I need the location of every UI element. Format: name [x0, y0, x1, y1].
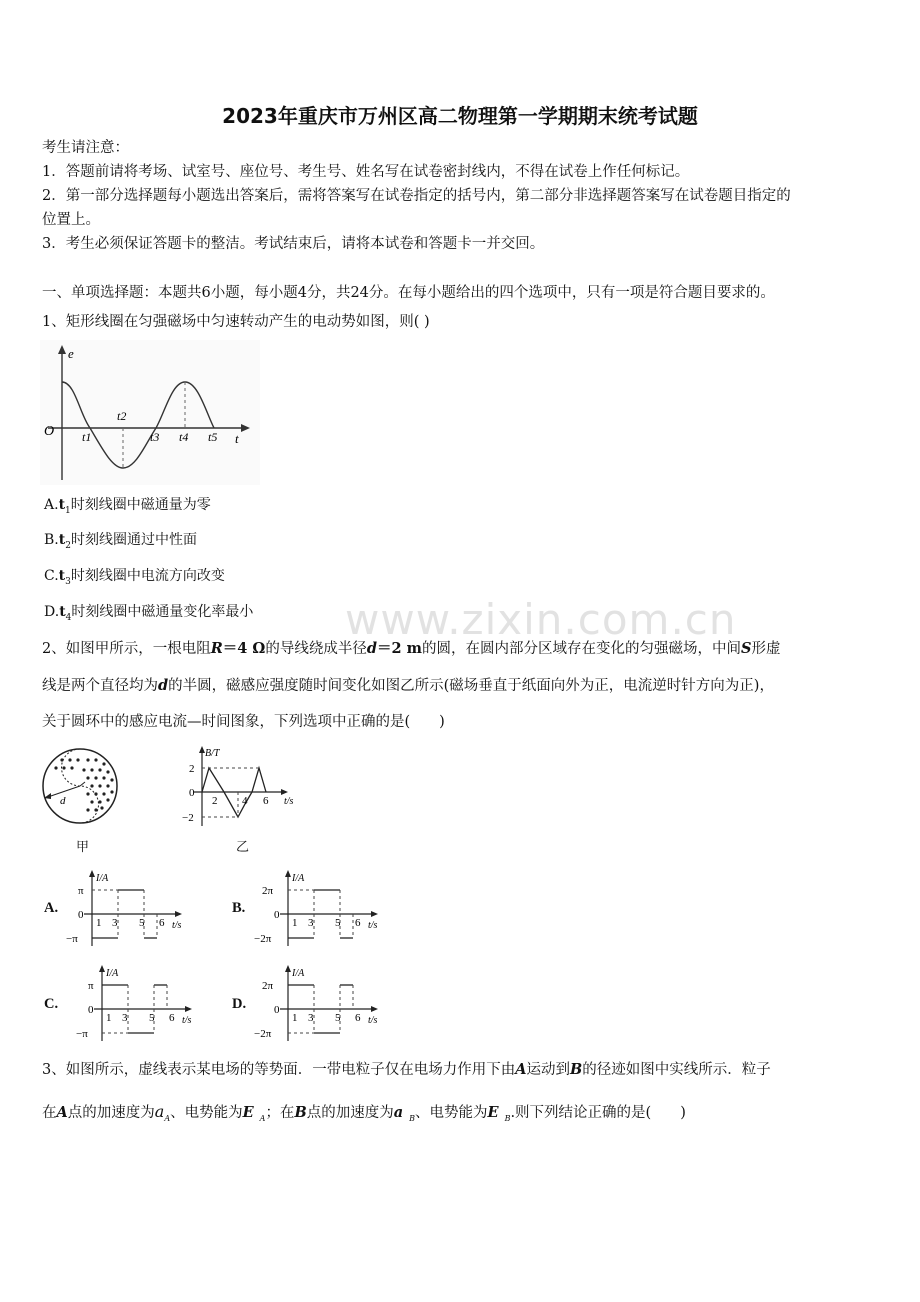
q2-choice-d-graph[interactable] — [252, 963, 387, 1043]
question-3-line-2 — [42, 1102, 686, 1123]
q2-yi-y-label: B/T — [205, 748, 220, 759]
q3-l2-f: 、电势能为 — [415, 1105, 488, 1121]
q1-option-a-text: 时刻线圈中磁通量为零 — [70, 497, 211, 513]
q1-option-b-sub: 2 — [65, 540, 71, 551]
q2-b-zero: 0 — [274, 909, 280, 921]
q1-x-label: t — [235, 431, 239, 446]
q1-option-b-text: 时刻线圈通过中性面 — [70, 532, 197, 548]
q2-l2-d: d — [158, 677, 169, 694]
q2-c-x-label: t/s — [182, 1015, 192, 1026]
q2-b-xt-5: 5 — [335, 917, 341, 929]
q1-option-c-text: 时刻线圈中电流方向改变 — [70, 568, 225, 584]
q1-tick-t2: t2 — [117, 409, 127, 423]
q3-l2-E2: E — [487, 1104, 499, 1121]
q3-l2-B: B — [294, 1104, 307, 1121]
q2-b-xt-1: 1 — [292, 917, 298, 929]
q2-jia-d: d — [60, 795, 66, 807]
q2-caption-yi: 乙 — [236, 840, 250, 855]
q3-l1-c: 的径迹如图中实线所示．粒子 — [582, 1062, 771, 1078]
q2-a-xt-1: 1 — [96, 917, 102, 929]
q1-emf-graph — [40, 340, 260, 485]
q2-a-zero: 0 — [78, 909, 84, 921]
q2-c-xt-6: 6 — [169, 1012, 175, 1024]
q1-option-d[interactable] — [44, 604, 253, 624]
question-2-line-2 — [42, 677, 774, 695]
q2-l1-g: 形虚 — [751, 641, 781, 657]
q2-l1-b: ＝4 Ω — [222, 640, 266, 657]
q1-option-a-sub: 1 — [65, 505, 71, 516]
q2-b-top: 2π — [262, 885, 274, 897]
q2-l1-e: ＝2 m — [376, 640, 422, 657]
q2-choice-c-letter[interactable]: C. — [44, 996, 59, 1012]
q1-origin-label: O — [44, 424, 55, 439]
q2-yi-ytick-2: 2 — [189, 763, 195, 775]
q2-yi-x-label: t/s — [284, 796, 294, 807]
notice-item-1: 1．答题前请将考场、试室号、座位号、考生号、姓名写在试卷密封线内，不得在试卷上作任何标记。 — [42, 164, 690, 180]
q1-option-d-letter: D. — [44, 604, 60, 620]
q2-caption-jia: 甲 — [76, 840, 90, 855]
q1-tick-t3: t3 — [150, 430, 160, 444]
q1-option-d-t: t — [59, 604, 66, 620]
q1-option-a-letter: A. — [44, 497, 59, 513]
q2-a-xt-3: 3 — [112, 917, 118, 929]
q2-yi-ytick-neg2: −2 — [182, 812, 194, 824]
q1-tick-t5: t5 — [208, 430, 218, 444]
q2-a-xt-5: 5 — [139, 917, 145, 929]
notice-heading: 考生请注意： — [42, 140, 129, 156]
notice-item-2-cont: 位置上。 — [42, 212, 100, 228]
q2-choice-b-graph[interactable] — [252, 868, 387, 948]
q3-l2-a: 在 — [42, 1105, 57, 1121]
q2-c-bottom: −π — [76, 1028, 88, 1040]
q2-d-x-label: t/s — [368, 1015, 378, 1026]
q2-c-y-label: I/A — [106, 968, 119, 979]
q2-a-y-label: I/A — [96, 873, 109, 884]
q3-l2-d: ；在 — [265, 1105, 295, 1121]
q2-b-xt-3: 3 — [308, 917, 314, 929]
q2-c-xt-5: 5 — [149, 1012, 155, 1024]
q2-choice-b-letter[interactable]: B. — [232, 900, 246, 916]
q3-l2-subA: A — [164, 1113, 171, 1123]
q3-l2-aA: a — [154, 1102, 165, 1121]
q3-l2-E: E — [242, 1104, 254, 1121]
q2-l1-a: 2、如图甲所示，一根电阻 — [42, 641, 211, 657]
q3-l2-subB: B — [409, 1113, 415, 1123]
q2-figure-yi — [172, 744, 312, 830]
q1-option-b-letter: B. — [44, 532, 59, 548]
q3-l1-B: B — [570, 1061, 583, 1078]
q2-a-xt-6: 6 — [159, 917, 165, 929]
q2-d-zero: 0 — [274, 1004, 280, 1016]
q2-b-bottom: −2π — [254, 933, 272, 945]
page-title: 2023年重庆市万州区高二物理第一学期期末统考试题 — [222, 104, 698, 128]
q1-option-a-t: t — [58, 497, 66, 513]
q1-option-c-letter: C. — [44, 568, 59, 584]
q1-option-c-t: t — [58, 568, 66, 584]
question-2-line-3: 关于圆环中的感应电流—时间图象，下列选项中正确的是( ) — [42, 714, 445, 730]
q2-b-y-label: I/A — [292, 873, 305, 884]
q2-l1-R: R — [210, 640, 223, 657]
q1-option-a[interactable] — [44, 497, 211, 517]
q2-a-top: π — [78, 885, 84, 897]
question-1-stem: 1、矩形线圈在匀强磁场中匀速转动产生的电动势如图，则( ) — [42, 314, 430, 330]
q2-b-xt-6: 6 — [355, 917, 361, 929]
q2-choice-c-graph[interactable] — [70, 963, 205, 1043]
q3-l2-c: 、电势能为 — [170, 1105, 243, 1121]
q2-a-x-label: t/s — [172, 920, 182, 931]
q2-c-zero: 0 — [88, 1004, 94, 1016]
q3-l2-aB: a — [393, 1104, 404, 1121]
q2-yi-xtick-6: 6 — [263, 795, 269, 807]
q1-option-d-text: 时刻线圈中磁通量变化率最小 — [71, 604, 254, 620]
q2-l1-S: S — [740, 640, 752, 657]
question-2-line-1 — [42, 640, 780, 658]
q2-a-bottom: −π — [66, 933, 78, 945]
notice-item-2: 2．第一部分选择题每小题选出答案后，需将答案写在试卷指定的括号内，第二部分非选择题答案写在试卷题目指定的 — [42, 188, 791, 204]
q2-choice-a-graph[interactable] — [60, 868, 190, 948]
q2-l2-b: 的半圆，磁感应强度随时间变化如图乙所示(磁场垂直于纸面向外为正，电流逆时针方向为正)， — [168, 678, 774, 694]
q3-l1-a: 3、如图所示，虚线表示某电场的等势面．一带电粒子仅在电场力作用下由 — [42, 1062, 516, 1078]
q1-option-c[interactable] — [44, 568, 225, 588]
q2-l2-a: 线是两个直径均为 — [42, 678, 158, 694]
q2-yi-ytick-0: 0 — [189, 787, 195, 799]
q3-l2-b: 点的加速度为 — [67, 1105, 155, 1121]
q2-d-top: 2π — [262, 980, 274, 992]
q2-c-xt-1: 1 — [106, 1012, 112, 1024]
q2-choice-d-letter[interactable]: D. — [232, 996, 247, 1012]
q2-c-xt-3: 3 — [122, 1012, 128, 1024]
q3-l2-g: .则下列结论正确的是( ) — [510, 1105, 686, 1121]
q2-figure-jia — [40, 746, 126, 828]
q1-y-label: e — [68, 346, 74, 361]
q2-yi-xtick-2: 2 — [212, 795, 218, 807]
q3-l2-subEA: A — [259, 1113, 266, 1123]
q1-option-d-sub: 4 — [65, 612, 72, 623]
q1-option-b[interactable] — [44, 532, 197, 552]
q2-d-xt-1: 1 — [292, 1012, 298, 1024]
q1-option-b-t: t — [58, 532, 66, 548]
question-3-line-1 — [42, 1061, 771, 1079]
q1-tick-t1: t1 — [82, 430, 92, 444]
watermark: www.zixin.com.cn — [345, 595, 737, 644]
q3-l2-e: 点的加速度为 — [306, 1105, 394, 1121]
q2-l1-f: 的圆，在圆内部分区域存在变化的匀强磁场，中间 — [421, 641, 741, 657]
section-heading: 一、单项选择题：本题共6小题，每小题4分，共24分。在每小题给出的四个选项中，只有一项是符合题目要求的。 — [42, 285, 775, 301]
q2-choice-a-letter[interactable]: A. — [44, 900, 59, 916]
q2-d-xt-5: 5 — [335, 1012, 341, 1024]
q2-yi-xtick-4: 4 — [242, 795, 248, 807]
q2-d-bottom: −2π — [254, 1028, 272, 1040]
q3-l1-b: 运动到 — [526, 1062, 570, 1078]
q2-l1-c: 的导线绕成半径 — [265, 641, 367, 657]
q2-d-xt-6: 6 — [355, 1012, 361, 1024]
q2-c-top: π — [88, 980, 94, 992]
q3-l2-A: A — [56, 1104, 68, 1121]
q2-l1-d: d — [366, 640, 377, 657]
q2-d-xt-3: 3 — [308, 1012, 314, 1024]
q1-tick-t4: t4 — [179, 430, 189, 444]
q1-option-c-sub: 3 — [65, 576, 71, 587]
q3-l2-subEB: B — [504, 1113, 511, 1123]
q2-d-y-label: I/A — [292, 968, 305, 979]
notice-item-3: 3．考生必须保证答题卡的整洁。考试结束后，请将本试卷和答题卡一并交回。 — [42, 236, 545, 252]
q3-l1-A: A — [515, 1061, 527, 1078]
q2-b-x-label: t/s — [368, 920, 378, 931]
